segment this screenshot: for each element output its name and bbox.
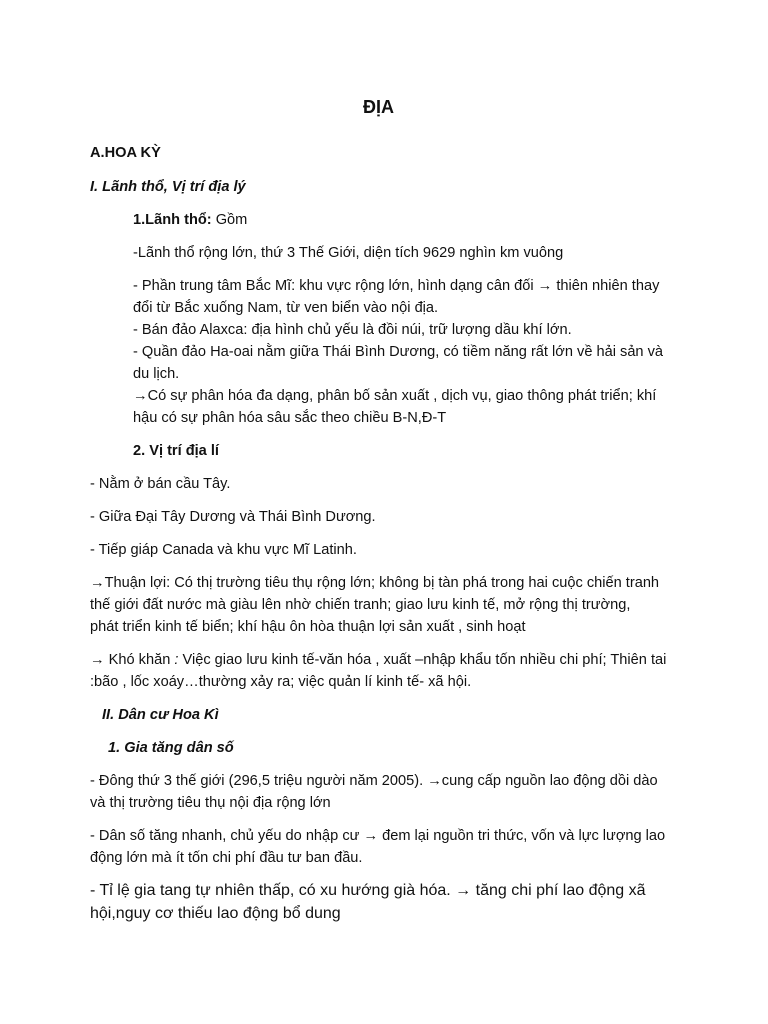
subsection-location-heading: 2. Vị trí địa lí	[133, 443, 219, 459]
paragraph-line: - Dân số tăng nhanh, chủ yếu do nhập cư → đem lại nguồn tri thức, vốn và lực lượng lao	[90, 828, 666, 844]
paragraph-line: du lịch.	[133, 366, 180, 382]
paragraph-line: - Tiếp giáp Canada và khu vực Mĩ Latinh.	[90, 542, 357, 558]
subsection-territory-label: 1.Lãnh thổ:	[133, 212, 212, 228]
paragraph-line: - Phần trung tâm Bắc Mĩ: khu vực rộng lớn, hình dạng cân đối → thiên nhiên thay	[133, 278, 660, 294]
document-title: ĐỊA	[363, 97, 394, 117]
paragraph-line: đổi từ Bắc xuống Nam, từ ven biển vào nội địa.	[133, 300, 439, 316]
paragraph-line: động lớn mà ít tốn chi phí đầu tư ban đầu.	[90, 850, 363, 866]
paragraph-line: phát triển kinh tế biển; khí hậu ôn hòa thuận lợi sản xuất , sinh hoạt	[90, 619, 526, 635]
paragraph-line: - Giữa Đại Tây Dương và Thái Bình Dương.	[90, 509, 376, 525]
subsection-territory-text: Gồm	[211, 212, 248, 228]
paragraph-line: - Nằm ở bán cầu Tây.	[90, 476, 231, 492]
paragraph-line: →Thuận lợi: Có thị trường tiêu thụ rộng lớn; không bị tàn phá trong hai cuộc chiến tranh	[90, 575, 660, 591]
paragraph-line: - Đông thứ 3 thế giới (296,5 triệu người năm 2005). →cung cấp nguồn lao động dồi dào	[90, 773, 658, 789]
difficulty-colon: :	[174, 652, 179, 668]
paragraph-line: - Quần đảo Ha-oai nằm giữa Thái Bình Dương, có tiềm năng rất lớn về hải sản và	[133, 344, 664, 360]
paragraph-line: hậu có sự phân hóa sâu sắc theo chiều B-N,Đ-T	[133, 410, 447, 426]
difficulty-line	[90, 649, 666, 671]
paragraph-line: thế giới đất nước mà giàu lên nhờ chiến tranh; giao lưu kinh tế, mở rộng thị trường,	[90, 597, 631, 613]
subsection-growth-heading: 1. Gia tăng dân số	[108, 740, 234, 756]
paragraph-line: :bão , lốc xoáy…thường xảy ra; việc quản lí kinh tế- xã hội.	[90, 674, 472, 690]
difficulty-label: → Khó khăn	[90, 652, 175, 668]
paragraph-line: →Có sự phân hóa đa dạng, phân bố sản xuất , dịch vụ, giao thông phát triển; khí	[133, 388, 657, 404]
difficulty-text: Việc giao lưu kinh tế-văn hóa , xuất –nhập khẩu tốn nhiều chi phí; Thiên tai	[178, 652, 667, 668]
paragraph-line: - Tỉ lệ gia tang tự nhiên thấp, có xu hướng già hóa. → tăng chi phí lao động xã	[90, 882, 646, 899]
section-a-heading: A.HOA KỲ	[90, 145, 161, 161]
paragraph-line: và thị trường tiêu thụ nội địa rộng lớn	[90, 795, 331, 811]
paragraph-line: -Lãnh thổ rộng lớn, thứ 3 Thế Giới, diện tích 9629 nghìn km vuông	[133, 245, 564, 261]
section-1-heading: I. Lãnh thổ, Vị trí địa lý	[90, 179, 246, 195]
section-2-heading: II. Dân cư Hoa Kì	[102, 707, 219, 723]
subsection-territory	[133, 209, 247, 231]
paragraph-line: hội,nguy cơ thiếu lao động bổ dung	[90, 905, 341, 922]
paragraph-line: - Bán đảo Alaxca: địa hình chủ yếu là đồi núi, trữ lượng dầu khí lớn.	[133, 322, 572, 338]
